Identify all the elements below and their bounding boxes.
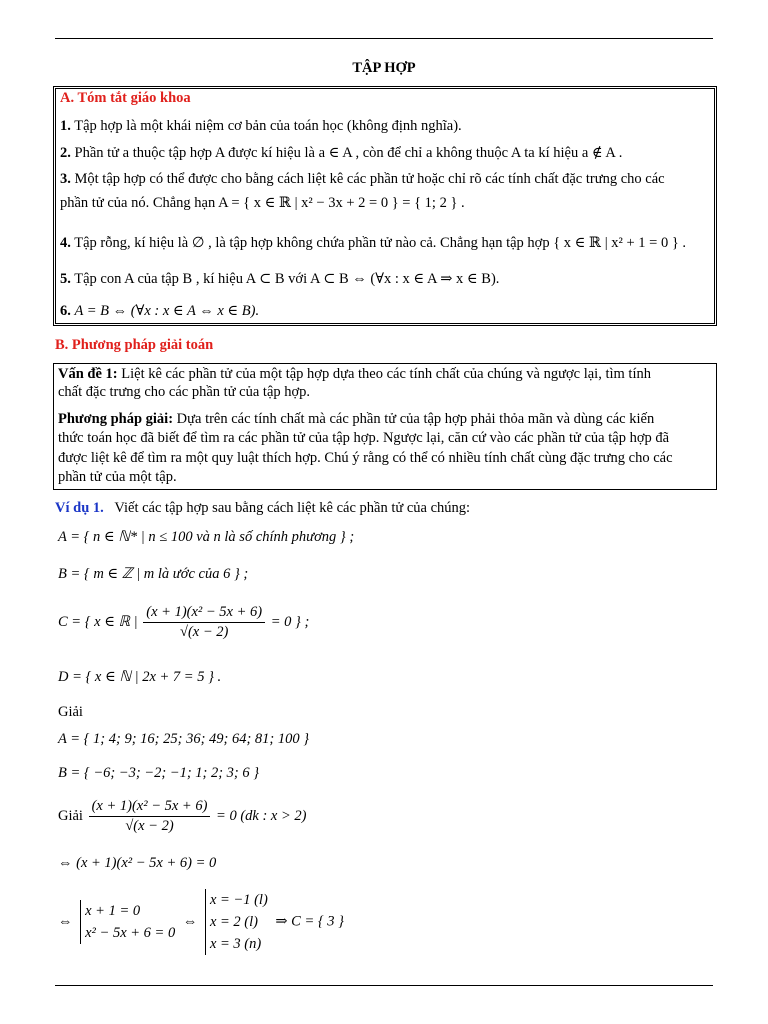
bottom-rule: [55, 985, 713, 986]
summary-item-1: 1. Tập hợp là một khái niệm cơ bản của toán học (không định nghĩa).: [60, 118, 462, 134]
system-line-2: x² − 5x + 6 = 0: [85, 925, 176, 941]
summary-box: [53, 86, 717, 326]
set-a: A = { n ∈ ℕ* | n ≤ 100 và n là số chính phương } ;: [58, 529, 355, 545]
section-a-heading: A. Tóm tắt giáo khoa: [60, 90, 191, 106]
root-3: x = 3 (n): [209, 936, 262, 952]
method-box: [53, 363, 717, 490]
answer-a: A = { 1; 4; 9; 16; 25; 36; 49; 64; 81; 100 }: [58, 731, 310, 747]
method-line-4: phần tử của một tập.: [58, 469, 177, 485]
problem-line-1: Vấn đề 1: Liệt kê các phần tử của một tập hợp dựa theo các tính chất của chúng và ngược lại, tìm tính: [58, 366, 651, 382]
solution-step-3: ⇔ x + 1 = 0 x² − 5x + 6 = 0 ⇔ x = −1 (l) x = 2 (l) x = 3 (n) ⇒ C = { 3 }: [58, 889, 344, 955]
example-heading: Ví dụ 1. Viết các tập hợp sau bằng cách liệt kê các phần tử của chúng:: [55, 500, 471, 516]
set-b: B = { m ∈ ℤ | m là ước của 6 } ;: [58, 566, 249, 582]
root-1: x = −1 (l): [209, 892, 268, 908]
method-line-3: được liệt kê để tìm ra một quy luật thích hợp. Chú ý rằng có thể có nhiều tính chất cùng đặc trưng cho các: [58, 450, 673, 466]
page-title: TẬP HỢP: [352, 60, 416, 76]
summary-item-5: 5. Tập con A của tập B , kí hiệu A ⊂ B với A ⊂ B ⇔ (∀x : x ∈ A ⇒ x ∈ B).: [60, 271, 500, 287]
summary-item-2: 2. Phần tử a thuộc tập hợp A được kí hiệu là a ∈ A , còn để chỉ a không thuộc A ta kí hiệu a ∉ A .: [60, 145, 623, 161]
set-c: C = { x ∈ ℝ | $\frac{\text{(x + 1)(x² − 5x + 6)}}{√(x - 2)}$ = 0 } ;: [58, 604, 310, 640]
summary-item-6: 6. A = B ⇔ (∀x : x ∈ A ⇔ x ∈ B).: [60, 303, 260, 319]
solution-label-1: Giải: [58, 704, 83, 720]
summary-item-3-cont: phần tử của nó. Chẳng hạn A = { x ∈ ℝ | x² − 3x + 2 = 0 } = { 1; 2 } .: [60, 195, 465, 211]
top-rule: [55, 38, 713, 39]
method-line-1: Phương pháp giải: Dựa trên các tính chất mà các phần tử của tập hợp phải thỏa mãn và dùng các kiến: [58, 411, 655, 427]
solution-step-2: ⇔ (x + 1)(x² − 5x + 6) = 0: [58, 855, 217, 871]
section-b-heading: B. Phương pháp giải toán: [55, 337, 214, 353]
method-line-2: thức toán học đã biết để tìm ra các phần tử của tập hợp. Ngược lại, căn cứ vào các phần tử của tập hợp đã: [58, 430, 670, 446]
system-line-1: x + 1 = 0: [85, 903, 141, 919]
solution-c-equation: Giải $\frac{\text{(x + 1)(x² − 5x + 6)}}{√(x - 2)}$ = 0 (dk : x > 2): [58, 798, 307, 834]
set-d: D = { x ∈ ℕ | 2x + 7 = 5 } .: [58, 669, 222, 685]
summary-item-3: 3. Một tập hợp có thể được cho bằng cách liệt kê các phần tử hoặc chỉ rõ các tính chất đặc trưng cho các: [60, 171, 665, 187]
answer-b: B = { −6; −3; −2; −1; 1; 2; 3; 6 }: [58, 765, 260, 781]
problem-line-2: chất đặc trưng cho các phần tử của tập hợp.: [58, 384, 311, 400]
root-2: x = 2 (l): [209, 914, 258, 930]
summary-item-4: 4. Tập rỗng, kí hiệu là ∅ , là tập hợp không chứa phần tử nào cả. Chẳng hạn tập hợp { x ∈ ℝ | x² + 1 = 0 } .: [60, 235, 687, 251]
